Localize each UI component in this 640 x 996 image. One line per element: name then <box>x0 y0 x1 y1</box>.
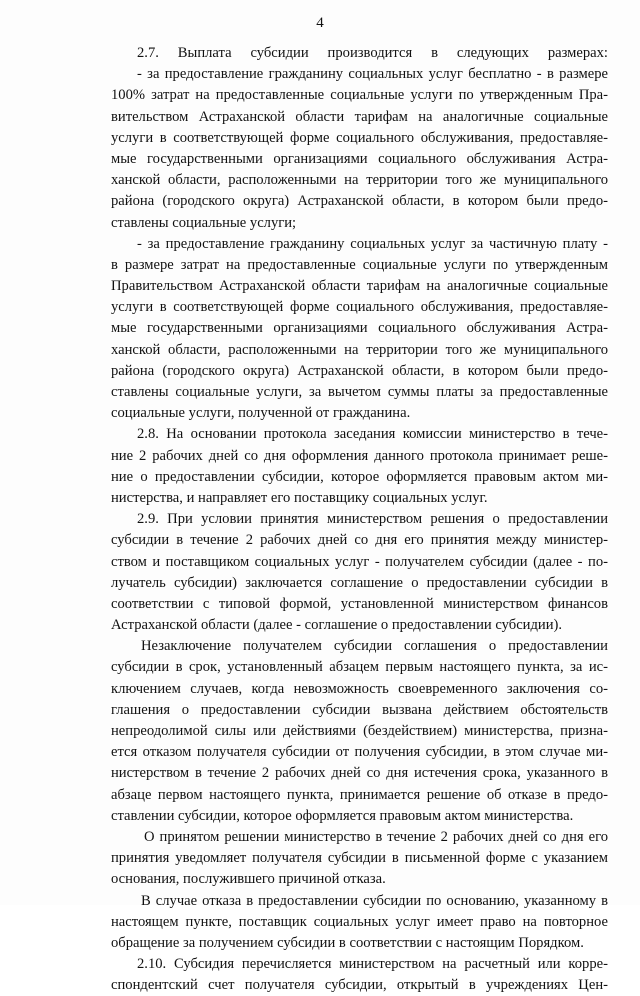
text-line: абзаце первом настоящего пункта, принимается решение об отказе в предо- <box>111 786 608 803</box>
text-line: Правительством Астраханской области тарифам на аналогичные социальные <box>111 278 608 295</box>
text-line: социальные услуги, полученной от гражданина. <box>111 405 411 422</box>
text-line: вительством Астраханской области тарифам на аналогичные социальные <box>111 108 608 125</box>
text-line: ется отказом получателя субсидии от получения субсидии, в этом случае ми- <box>111 744 608 761</box>
text-line: района (городского округа) Астраханской области, в котором были предо- <box>111 193 608 210</box>
text-line: настоящем пункте, поставщик социальных услуг имеет право на повторное <box>111 913 608 930</box>
text-line: обращение за получением субсидии в соответствии с настоящим Порядком. <box>111 934 584 951</box>
text-line: субсидии в течение 2 рабочих дней со дня его принятия между министер- <box>111 532 608 549</box>
text-line: - за предоставление гражданину социальных услуг за частичную плату - <box>137 235 608 252</box>
section-2-8-start: 2.8. На основании протокола заседания комиссии министерство в тече- <box>137 426 608 443</box>
text-line: услуги в соответствующей форме социального обслуживания, предоставляе- <box>111 299 608 316</box>
paragraph-start: О принятом решении министерство в течение 2 рабочих дней со дня его <box>144 828 608 845</box>
section-2-9-start: 2.9. При условии принятия министерством решения о предоставлении <box>137 511 608 528</box>
text-line: ханской области, расположенными на территории того же муниципального <box>111 172 608 189</box>
text-line: Астраханской области (далее - соглашение о предоставлении субсидии). <box>111 617 563 634</box>
text-line: мые государственными организациями социального обслуживания Астра- <box>111 150 608 167</box>
page-number: 4 <box>316 15 324 31</box>
text-line: услуги в соответствующей форме социального обслуживания, предоставляе- <box>111 129 608 146</box>
text-line: ством и поставщиком социальных услуг - получателем субсидии (далее - по- <box>111 553 608 570</box>
text-line: принятия уведомляет получателя субсидии в письменной форме с указанием <box>111 850 608 867</box>
text-line: непреодолимой силы или действиями (бездействием) министерства, призна- <box>111 723 608 739</box>
text-line: ключением случаев, когда невозможность своевременного заключения со- <box>111 680 608 697</box>
text-line: ние о предоставлении субсидии, которое оформляется правовым актом ми- <box>111 468 608 485</box>
text-line: глашения о предоставлении субсидии вызвана действием обстоятельств <box>111 701 608 718</box>
text-line: района (городского округа) Астраханской области, в котором были предо- <box>111 362 608 379</box>
text-line: субсидии в срок, установленный абзацем первым настоящего пункта, за ис- <box>111 659 608 676</box>
text-line: мые государственными организациями социального обслуживания Астра- <box>111 320 608 337</box>
text-line: ставлены социальные услуги, за вычетом суммы платы за предоставленные <box>111 384 608 400</box>
document-body <box>111 43 608 996</box>
text-line: лучатель субсидии) заключается соглашение о предоставлении субсидии в <box>111 574 608 591</box>
text-line: нистерства, и направляет его поставщику социальных услуг. <box>111 489 488 506</box>
text-line: спондентский счет получателя субсидии, открытый в учреждениях Цен- <box>111 977 608 994</box>
section-2-10-start: 2.10. Субсидия перечисляется министерством на расчетный или корре- <box>137 956 608 973</box>
text-line: в размере затрат на предоставленные социальные услуги по утвержденным <box>111 256 608 273</box>
section-2-7-heading: 2.7. Выплата субсидии производится в следующих размерах: <box>137 45 608 61</box>
text-line: - за предоставление гражданину социальных услуг бесплатно - в размере <box>137 66 608 83</box>
text-line: ние 2 рабочих дней со дня оформления данного протокола принимает реше- <box>111 447 608 464</box>
paragraph-start: Незаключение получателем субсидии соглашения о предоставлении <box>141 638 608 655</box>
text-line: ставлены социальные услуги; <box>111 214 297 231</box>
text-line: основания, послужившего причиной отказа. <box>111 871 386 888</box>
paragraph-start: В случае отказа в предоставлении субсидии по основанию, указанному в <box>141 892 608 909</box>
text-line: ставлении субсидии, которое оформляется правовым актом министерства. <box>111 807 574 824</box>
text-line: ханской области, расположенными на территории того же муниципального <box>111 341 608 358</box>
text-line: нистерством в течение 2 рабочих дней со дня истечения срока, указанного в <box>111 765 608 782</box>
text-line: соответствии с типовой формой, установленной министерством финансов <box>111 595 608 612</box>
text-line: 100% затрат на предоставленные социальные услуги по утвержденным Пра- <box>111 87 608 104</box>
